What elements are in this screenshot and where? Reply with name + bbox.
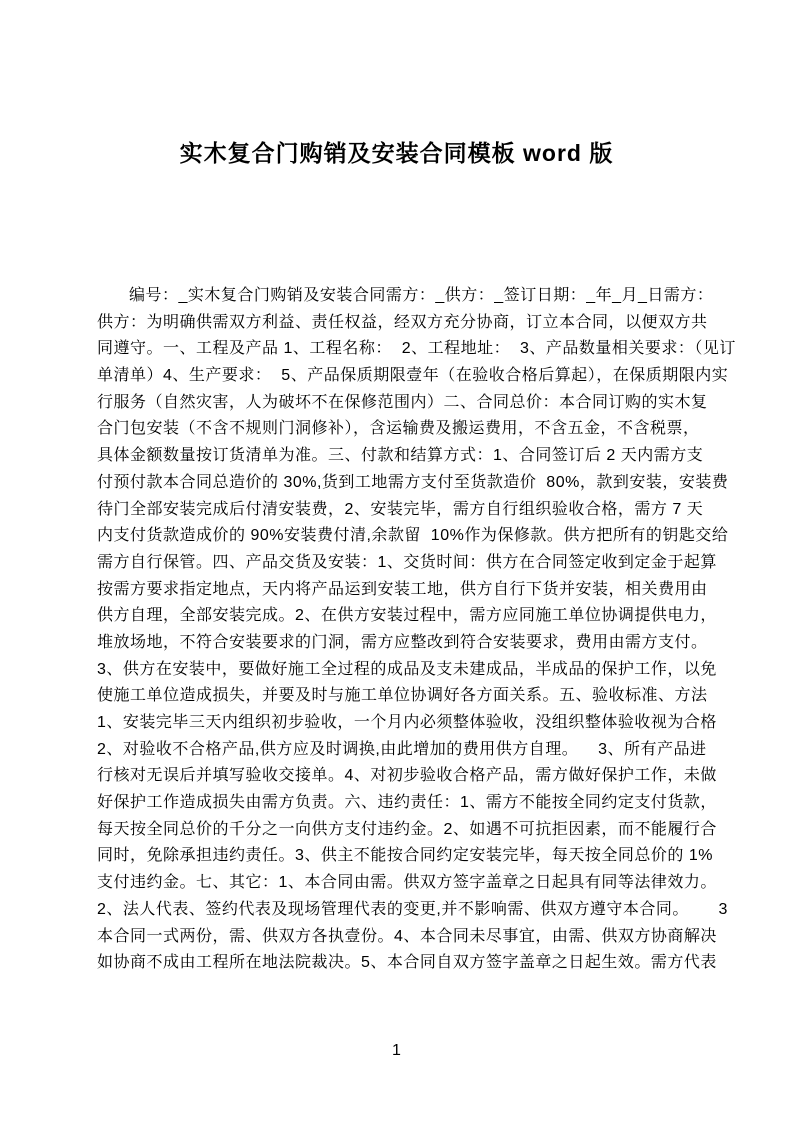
text-line: 待门全部安装完成后付清安装费，2、安装完毕，需方自行组织验收合格，需方 7 天 [97,500,704,518]
text-line: 使施工单位造成损失，并要及时与施工单位协调好各方面关系。五、验收标准、方法 [97,687,708,705]
text-line: 合门包安装（不含不规则门洞修补），含运输费及搬运费用，不含五金，不含税票， [97,420,700,438]
text-line: 具体金额数量按订货清单为准。三、付款和结算方式：1、合同签订后 2 天内需方支 [97,447,704,465]
document-title: 实木复合门购销及安装合同模板 word 版 [179,140,614,166]
text-line: 付预付款本合同总造价的 30%,货到工地需方支付至货款造价 80%，款到安装，安装费 [97,473,729,491]
text-line: 同时，免除承担违约责任。3、供主不能按合同约定安装完毕，每天按全同总价的 1% [97,847,713,865]
text-line: 供方自理，全部安装完成。2、在供方安装过程中，需方应同施工单位协调提供电力， [97,607,717,625]
text-line: 好保护工作造成损失由需方负责。六、违约责任：1、需方不能按全同约定支付货款， [97,794,717,812]
text-line: 需方自行保管。四、产品交货及安装：1、交货时间：供方在合同签定收到定金于起算 [97,553,717,571]
text-line: 每天按全同总价的千分之一向供方支付违约金。2、如遇不可抗拒因素，而不能履行合 [97,820,717,838]
text-line: 如协商不成由工程所在地法院裁决。5、本合同自双方签字盖章之日起生效。需方代表 [97,954,717,972]
contract-body [97,283,793,977]
text-line: 堆放场地，不符合安装要求的门洞，需方应整改到符合安装要求，费用由需方支付。 [97,633,708,651]
text-line: 1、安装完毕三天内组织初步验收，一个月内必须整体验收，没组织整体验收视为合格 [97,714,717,731]
text-line: 内支付货款造成价的 90%安装费付清,余款留 10%作为保修款。供方把所有的钥匙交给 [97,527,729,545]
text-line: 支付违约金。七、其它：1、本合同由需。供双方签字盖章之日起具有同等法律效力。 [97,874,717,892]
text-line: 2、法人代表、签约代表及现场管理代表的变更,并不影响需、供双方遵守本合同。 3 [97,900,728,918]
text-line: 3、供方在安装中，要做好施工全过程的成品及支未建成品，半成品的保护工作，以免 [97,660,717,678]
text-line: 单清单）4、生产要求： 5、产品保质期限壹年（在验收合格后算起），在保质期限内实 [97,367,729,385]
text-line: 行服务（自然灾害，人为破坏不在保修范围内）二、合同总价：本合同订购的实木复 [97,393,708,411]
text-line: 本合同一式两份，需、供双方各执壹份。4、本合同未尽事宜，由需、供双方协商解决 [97,927,717,945]
text-line: 供方：为明确供需双方利益、责任权益，经双方充分协商，订立本合同，以便双方共 [97,313,708,331]
text-line: 编号：_实木复合门购销及安装合同需方：_供方：_签订日期：_年_月_日需方： [129,287,714,304]
page-number: 1 [392,1042,401,1059]
text-line: 同遵守。一、工程及产品 1、工程名称： 2、工程地址： 3、产品数量相关要求：（见订 [97,340,736,358]
text-line: 行核对无误后并填写验收交接单。4、对初步验收合格产品，需方做好保护工作，未做 [97,767,717,785]
text-line: 2、对验收不合格产品,供方应及时调换,由此增加的费用供方自理。 3、所有产品进 [97,740,707,758]
text-line: 按需方要求指定地点，天内将产品运到安装工地，供方自行下货并安装，相关费用由 [97,580,708,598]
